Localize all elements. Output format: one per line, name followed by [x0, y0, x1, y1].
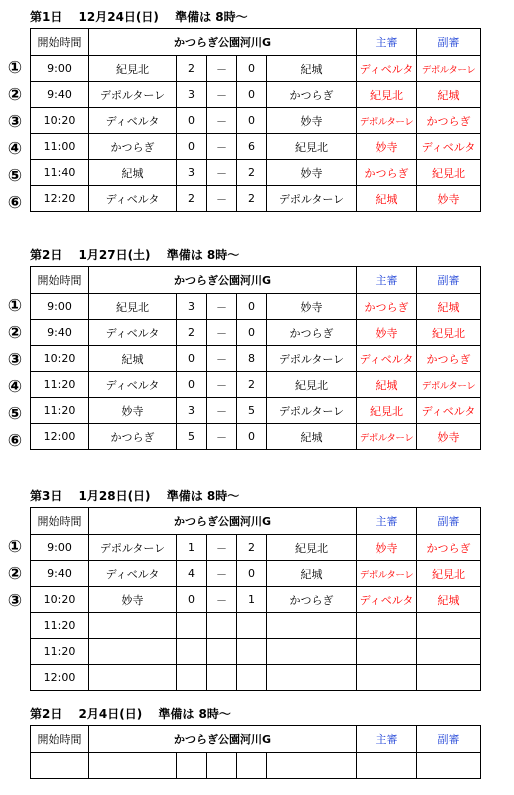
table-row: [31, 320, 481, 346]
referee-cell: [357, 613, 417, 639]
match-number-mark: ④: [7, 377, 23, 397]
time-cell: 9:00: [31, 535, 89, 561]
venue-header: かつらぎ公園河川G: [89, 726, 357, 753]
assistant-cell: 妙寺: [417, 186, 481, 212]
referee-header: 主審: [357, 29, 417, 56]
score-a-cell: 2: [177, 320, 207, 346]
team-b-cell: 紀城: [267, 424, 357, 450]
assistant-cell: 妙寺: [417, 424, 481, 450]
score-a-cell: [177, 665, 207, 691]
time-cell: 11:20: [31, 639, 89, 665]
time-cell: 11:20: [31, 372, 89, 398]
score-b-cell: 1: [237, 587, 267, 613]
dash-cell: －: [207, 346, 237, 372]
referee-cell: 紀見北: [357, 82, 417, 108]
team-b-cell: 紀見北: [267, 535, 357, 561]
score-a-cell: 3: [177, 294, 207, 320]
score-b-cell: 0: [237, 561, 267, 587]
day-heading: 第1日 12月24日(日) 準備は 8時～: [30, 10, 248, 24]
table-row: [31, 561, 481, 587]
referee-header: 主審: [357, 508, 417, 535]
referee-cell: 妙寺: [357, 320, 417, 346]
score-b-cell: [237, 639, 267, 665]
time-cell: 9:00: [31, 294, 89, 320]
dash-cell: －: [207, 82, 237, 108]
referee-cell: ディベルタ: [357, 346, 417, 372]
match-number-mark: ①: [7, 537, 23, 557]
start-time-header: 開始時間: [31, 267, 89, 294]
match-number-mark: ②: [7, 564, 23, 584]
score-a-cell: 3: [177, 82, 207, 108]
score-b-cell: 2: [237, 535, 267, 561]
table-row: [31, 56, 481, 82]
day-heading: 第2日 1月27日(土) 準備は 8時～: [30, 248, 240, 262]
score-a-cell: 0: [177, 372, 207, 398]
time-cell: 12:00: [31, 424, 89, 450]
score-a-cell: 0: [177, 134, 207, 160]
score-b-cell: 0: [237, 108, 267, 134]
dash-cell: －: [207, 108, 237, 134]
dash-cell: [207, 613, 237, 639]
venue-header: かつらぎ公園河川G: [89, 29, 357, 56]
day-heading: 第3日 1月28日(日) 準備は 8時～: [30, 489, 240, 503]
assistant-cell: デポルターレ: [417, 56, 481, 82]
match-number-mark: ①: [7, 296, 23, 316]
team-b-cell: 紀城: [267, 561, 357, 587]
referee-cell: かつらぎ: [357, 294, 417, 320]
venue-header: かつらぎ公園河川G: [89, 267, 357, 294]
match-number-mark: ②: [7, 323, 23, 343]
score-a-cell: 5: [177, 424, 207, 450]
referee-header: 主審: [357, 726, 417, 753]
score-b-cell: [237, 613, 267, 639]
score-a-cell: [177, 753, 207, 779]
score-a-cell: 3: [177, 398, 207, 424]
team-b-cell: [267, 665, 357, 691]
time-cell: 11:20: [31, 398, 89, 424]
start-time-header: 開始時間: [31, 726, 89, 753]
time-cell: 9:40: [31, 561, 89, 587]
referee-cell: デポルターレ: [357, 561, 417, 587]
assistant-header: 副審: [417, 726, 481, 753]
score-b-cell: 2: [237, 372, 267, 398]
referee-cell: 紀城: [357, 186, 417, 212]
score-a-cell: [177, 639, 207, 665]
score-a-cell: 0: [177, 108, 207, 134]
referee-cell: [357, 639, 417, 665]
team-b-cell: かつらぎ: [267, 320, 357, 346]
dash-cell: －: [207, 535, 237, 561]
assistant-cell: かつらぎ: [417, 346, 481, 372]
team-b-cell: 紀城: [267, 56, 357, 82]
dash-cell: －: [207, 56, 237, 82]
dash-cell: －: [207, 186, 237, 212]
score-b-cell: 2: [237, 186, 267, 212]
team-a-cell: ディベルタ: [89, 108, 177, 134]
team-b-cell: かつらぎ: [267, 587, 357, 613]
assistant-cell: [417, 665, 481, 691]
table-row: [31, 160, 481, 186]
assistant-cell: ディベルタ: [417, 398, 481, 424]
team-a-cell: 妙寺: [89, 587, 177, 613]
assistant-cell: 紀見北: [417, 320, 481, 346]
time-cell: 11:40: [31, 160, 89, 186]
referee-cell: デポルターレ: [357, 424, 417, 450]
score-b-cell: 0: [237, 424, 267, 450]
match-number-mark: ⑥: [7, 431, 23, 451]
time-cell: 10:20: [31, 108, 89, 134]
score-a-cell: 2: [177, 56, 207, 82]
score-b-cell: [237, 665, 267, 691]
day-heading: 第2日 2月4日(日) 準備は 8時～: [30, 707, 231, 721]
referee-cell: 紀城: [357, 372, 417, 398]
table-row: [31, 613, 481, 639]
assistant-cell: かつらぎ: [417, 108, 481, 134]
team-b-cell: デポルターレ: [267, 346, 357, 372]
score-a-cell: 2: [177, 186, 207, 212]
match-number-mark: ③: [7, 112, 23, 132]
team-b-cell: [267, 639, 357, 665]
match-number-mark: ①: [7, 58, 23, 78]
team-b-cell: [267, 753, 357, 779]
dash-cell: －: [207, 587, 237, 613]
referee-cell: ディベルタ: [357, 587, 417, 613]
time-cell: 11:00: [31, 134, 89, 160]
table-row: [31, 639, 481, 665]
team-a-cell: ディベルタ: [89, 372, 177, 398]
assistant-cell: かつらぎ: [417, 535, 481, 561]
dash-cell: －: [207, 398, 237, 424]
assistant-cell: [417, 613, 481, 639]
dash-cell: －: [207, 160, 237, 186]
time-cell: 11:20: [31, 613, 89, 639]
dash-cell: －: [207, 134, 237, 160]
table-row: [31, 186, 481, 212]
team-a-cell: [89, 753, 177, 779]
assistant-cell: 紀城: [417, 587, 481, 613]
dash-cell: －: [207, 320, 237, 346]
table-row: [31, 587, 481, 613]
dash-cell: －: [207, 561, 237, 587]
referee-cell: [357, 665, 417, 691]
team-a-cell: ディベルタ: [89, 186, 177, 212]
assistant-cell: ディベルタ: [417, 134, 481, 160]
team-a-cell: 紀城: [89, 346, 177, 372]
referee-cell: [357, 753, 417, 779]
team-a-cell: ディベルタ: [89, 320, 177, 346]
assistant-cell: 紀城: [417, 294, 481, 320]
assistant-cell: 紀見北: [417, 561, 481, 587]
time-cell: 10:20: [31, 587, 89, 613]
team-b-cell: 妙寺: [267, 160, 357, 186]
time-cell: 9:40: [31, 82, 89, 108]
score-b-cell: 0: [237, 56, 267, 82]
team-b-cell: 紀見北: [267, 372, 357, 398]
table-row: [31, 82, 481, 108]
match-number-mark: ⑥: [7, 193, 23, 213]
match-number-mark: ②: [7, 85, 23, 105]
score-a-cell: 4: [177, 561, 207, 587]
score-a-cell: 1: [177, 535, 207, 561]
assistant-cell: [417, 639, 481, 665]
referee-cell: かつらぎ: [357, 160, 417, 186]
score-b-cell: 0: [237, 320, 267, 346]
team-a-cell: [89, 613, 177, 639]
match-table: [30, 266, 481, 450]
team-b-cell: 紀見北: [267, 134, 357, 160]
table-row: [31, 535, 481, 561]
dash-cell: [207, 665, 237, 691]
table-row: [31, 294, 481, 320]
score-b-cell: 2: [237, 160, 267, 186]
assistant-cell: 紀城: [417, 82, 481, 108]
referee-cell: 紀見北: [357, 398, 417, 424]
table-row: [31, 372, 481, 398]
time-cell: 12:00: [31, 665, 89, 691]
table-row: [31, 346, 481, 372]
score-b-cell: 6: [237, 134, 267, 160]
team-a-cell: 紀城: [89, 160, 177, 186]
referee-cell: ディベルタ: [357, 56, 417, 82]
team-b-cell: デポルターレ: [267, 186, 357, 212]
match-table: [30, 507, 481, 691]
table-row: [31, 134, 481, 160]
table-row: [31, 665, 481, 691]
score-a-cell: 0: [177, 587, 207, 613]
team-a-cell: [89, 665, 177, 691]
score-b-cell: 5: [237, 398, 267, 424]
team-a-cell: ディベルタ: [89, 561, 177, 587]
match-number-mark: ③: [7, 350, 23, 370]
team-b-cell: かつらぎ: [267, 82, 357, 108]
dash-cell: [207, 639, 237, 665]
assistant-cell: 紀見北: [417, 160, 481, 186]
match-number-mark: ③: [7, 591, 23, 611]
assistant-cell: デポルターレ: [417, 372, 481, 398]
table-row: [31, 108, 481, 134]
team-b-cell: 妙寺: [267, 108, 357, 134]
match-number-mark: ⑤: [7, 166, 23, 186]
dash-cell: －: [207, 294, 237, 320]
referee-header: 主審: [357, 267, 417, 294]
score-b-cell: [237, 753, 267, 779]
referee-cell: 妙寺: [357, 134, 417, 160]
team-a-cell: 妙寺: [89, 398, 177, 424]
assistant-cell: [417, 753, 481, 779]
score-a-cell: 0: [177, 346, 207, 372]
time-cell: 9:40: [31, 320, 89, 346]
team-a-cell: 紀見北: [89, 56, 177, 82]
start-time-header: 開始時間: [31, 29, 89, 56]
match-number-mark: ④: [7, 139, 23, 159]
venue-header: かつらぎ公園河川G: [89, 508, 357, 535]
assistant-header: 副審: [417, 508, 481, 535]
team-a-cell: 紀見北: [89, 294, 177, 320]
referee-cell: デポルターレ: [357, 108, 417, 134]
time-cell: 12:20: [31, 186, 89, 212]
table-row: [31, 424, 481, 450]
match-number-mark: ⑤: [7, 404, 23, 424]
time-cell: 9:00: [31, 56, 89, 82]
team-a-cell: デポルターレ: [89, 535, 177, 561]
assistant-header: 副審: [417, 267, 481, 294]
score-b-cell: 0: [237, 294, 267, 320]
match-table: [30, 725, 481, 779]
team-a-cell: かつらぎ: [89, 134, 177, 160]
match-table: [30, 28, 481, 212]
dash-cell: [207, 753, 237, 779]
time-cell: [31, 753, 89, 779]
start-time-header: 開始時間: [31, 508, 89, 535]
score-a-cell: [177, 613, 207, 639]
team-b-cell: 妙寺: [267, 294, 357, 320]
assistant-header: 副審: [417, 29, 481, 56]
referee-cell: 妙寺: [357, 535, 417, 561]
score-b-cell: 0: [237, 82, 267, 108]
time-cell: 10:20: [31, 346, 89, 372]
team-b-cell: デポルターレ: [267, 398, 357, 424]
team-a-cell: [89, 639, 177, 665]
dash-cell: －: [207, 424, 237, 450]
score-a-cell: 3: [177, 160, 207, 186]
table-row: [31, 753, 481, 779]
score-b-cell: 8: [237, 346, 267, 372]
dash-cell: －: [207, 372, 237, 398]
table-row: [31, 398, 481, 424]
team-a-cell: かつらぎ: [89, 424, 177, 450]
team-a-cell: デポルターレ: [89, 82, 177, 108]
team-b-cell: [267, 613, 357, 639]
